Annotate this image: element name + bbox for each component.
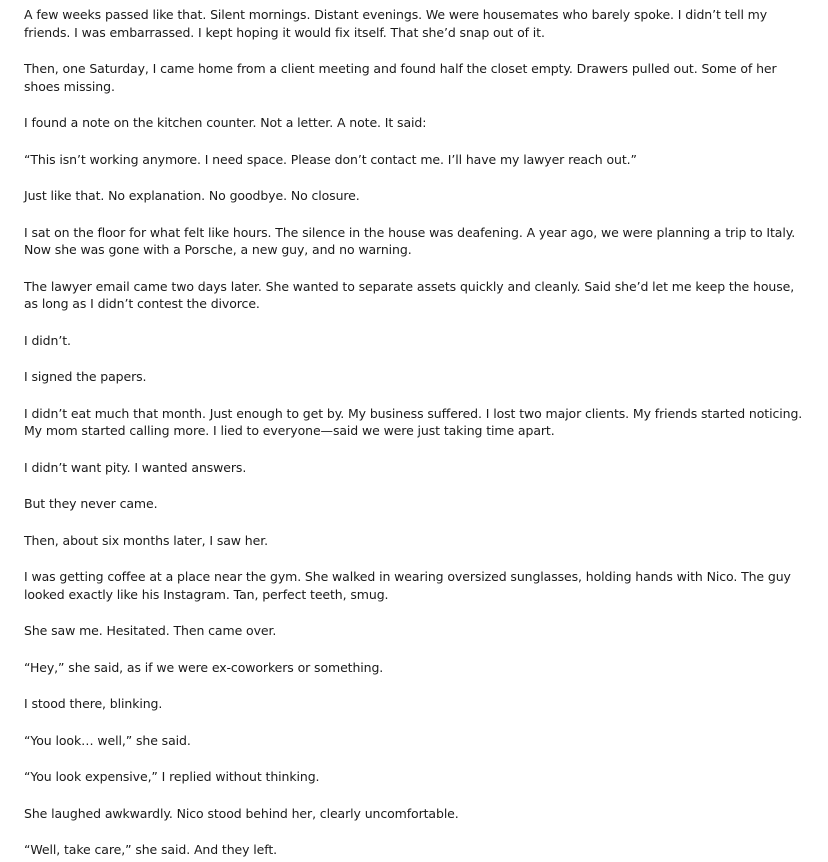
paragraph: Then, about six months later, I saw her.	[24, 532, 268, 548]
paragraph: I sat on the floor for what felt like hours. The silence in the house was deafening. A year ago, we were planning a trip to Italy. Now she was gone with a Porsche, a new guy, and no warning.	[24, 224, 796, 257]
paragraph: “Hey,” she said, as if we were ex-coworkers or something.	[24, 659, 384, 675]
paragraph: I signed the papers.	[24, 369, 147, 384]
paragraph: The lawyer email came two days later. She wanted to separate assets quickly and cleanly. Said she’d let me keep the house, as long as I didn’t contest the divorce.	[24, 278, 795, 311]
paragraph: She laughed awkwardly. Nico stood behind her, clearly uncomfortable.	[24, 805, 459, 821]
paragraph: Just like that. No explanation. No goodbye. No closure.	[24, 188, 360, 203]
paragraph: I didn’t.	[24, 332, 71, 348]
paragraph: Then, one Saturday, I came home from a client meeting and found half the closet empty. Drawers pulled out. Some of her shoes missing.	[24, 61, 777, 94]
paragraph: “You look expensive,” I replied without thinking.	[24, 769, 320, 784]
paragraph: I stood there, blinking.	[24, 696, 163, 711]
paragraph: I was getting coffee at a place near the gym. She walked in wearing oversized sunglasses, holding hands with Nico. The guy looked exactly like his Instagram. Tan, perfect teeth, smug.	[24, 569, 791, 602]
paragraph: A few weeks passed like that. Silent mornings. Distant evenings. We were housemates who barely spoke. I didn’t tell my friends. I was embarrassed. I kept hoping it would fix itself. That she’d snap out of it.	[24, 7, 768, 40]
paragraph: “You look… well,” she said.	[24, 732, 191, 748]
paragraph: “This isn’t working anymore. I need space. Please don’t contact me. I’ll have my lawyer reach out.”	[24, 151, 637, 167]
paragraph: She saw me. Hesitated. Then came over.	[24, 623, 277, 638]
paragraph: I found a note on the kitchen counter. Not a letter. A note. It said:	[24, 115, 427, 130]
paragraph: I didn’t eat much that month. Just enough to get by. My business suffered. I lost two major clients. My friends started noticing. My mom started calling more. I lied to everyone—said we were just taking time apart.	[24, 405, 803, 438]
paragraph: “Well, take care,” she said. And they left.	[24, 842, 278, 857]
paragraph: But they never came.	[24, 496, 158, 511]
paragraph: I didn’t want pity. I wanted answers.	[24, 459, 247, 475]
